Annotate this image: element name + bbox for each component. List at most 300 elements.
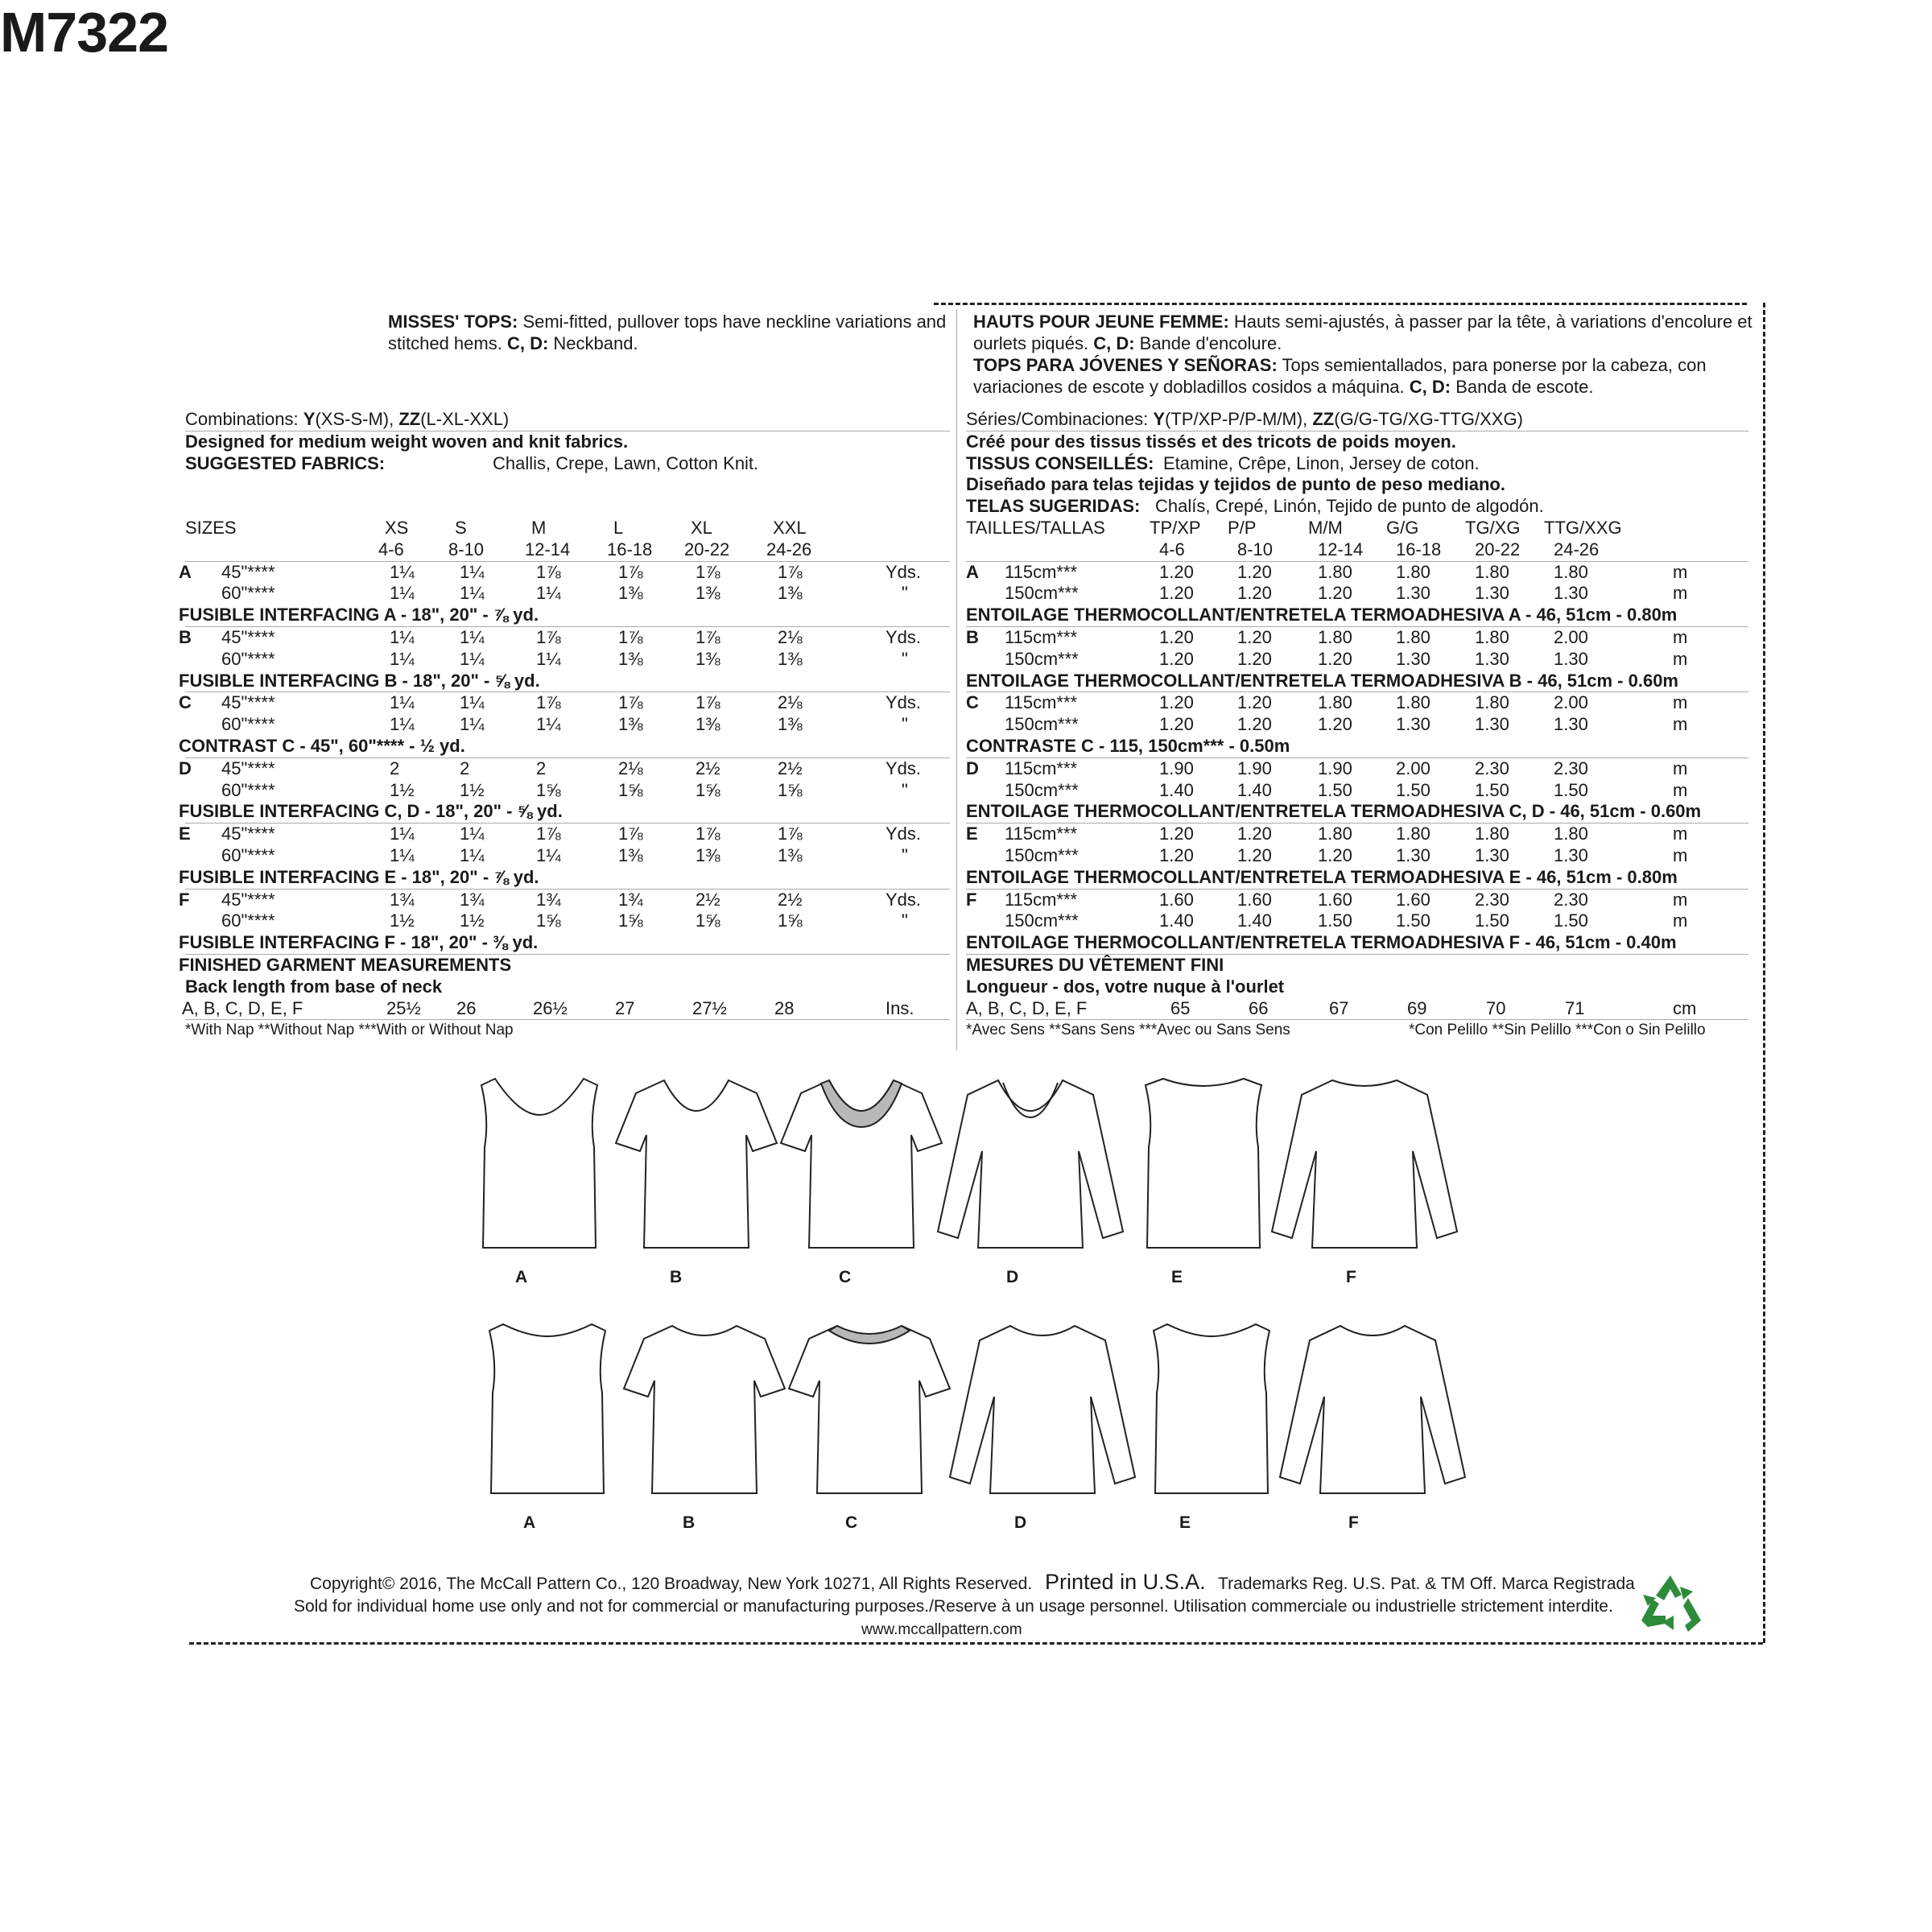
fr-es-yardage-cell: 1.80: [1318, 561, 1352, 582]
fr-es-yardage-cell: 1.30: [1396, 714, 1430, 735]
fr-es-yardage-cell: 1.20: [1237, 583, 1272, 604]
fr-es-yardage-cell: 1.30: [1475, 714, 1509, 735]
table-row: [966, 409, 1748, 431]
en-size-number-3: 16-18: [607, 539, 653, 559]
fr-es-yardage-cell: 1.80: [1396, 626, 1430, 647]
garment-back-B: [608, 1316, 801, 1509]
fr-es-fabric-width: 150cm***: [1005, 779, 1079, 800]
en-yardage-cell: 1⅞: [536, 626, 561, 647]
printed-text: Printed in U.S.A.: [1045, 1570, 1206, 1594]
fr-es-back-length-value: 66: [1249, 997, 1269, 1018]
table-row: [966, 824, 1748, 845]
fr-es-combo-zz: ZZ: [1312, 409, 1335, 429]
fr-es-view-label: F: [966, 889, 977, 910]
fr-es-yardage-cell: 1.40: [1159, 910, 1194, 931]
table-row: [966, 605, 1748, 627]
fr-suggested-text: Etamine, Crêpe, Linon, Jersey de coton.: [1163, 452, 1480, 473]
en-yardage-cell: 2: [460, 758, 470, 778]
en-yardage-cell: 1⅜: [618, 714, 643, 735]
table-row: [185, 518, 950, 539]
en-yardage-cell: 2½: [778, 758, 803, 778]
fr-es-yardage-cell: 1.80: [1475, 626, 1509, 647]
fr-es-yardage-cell: 1.20: [1237, 692, 1272, 713]
en-suggested-label: SUGGESTED FABRICS:: [185, 452, 386, 473]
en-yardage-cell: 2⅛: [778, 692, 803, 713]
en-yardage-cell: 1¼: [460, 844, 485, 865]
en-yardage-cell: 1⅞: [536, 692, 561, 713]
fr-es-view-label: D: [966, 758, 979, 778]
fr-es-yardage-cell: 1.20: [1159, 561, 1194, 582]
en-yardage-cell: 1⅞: [618, 692, 643, 713]
table-row: [179, 561, 950, 584]
en-designed-for: Designed for medium weight woven and knit fabrics.: [185, 431, 629, 452]
en-yardage-cell: 1⅞: [618, 626, 643, 647]
garment-back-C: [773, 1316, 966, 1509]
fr-es-yardage-cell: 1.20: [1237, 648, 1272, 669]
en-back-length-value: 27: [615, 997, 635, 1018]
en-unit: ": [902, 714, 908, 735]
frame-top-dashes: [934, 303, 1747, 305]
table-row: [966, 801, 1748, 824]
fr-es-yardage-cell: 1.50: [1318, 779, 1352, 800]
en-unit: ": [902, 910, 908, 931]
en-size-5: XXL: [773, 517, 807, 538]
fr-es-combo-y-sizes: (TP/XP-P/P-M/M),: [1165, 409, 1313, 429]
table-row: [966, 583, 1748, 605]
fr-es-view-label: C: [966, 692, 979, 713]
table-row: [966, 998, 1748, 1021]
en-yardage-cell: 1⅜: [618, 583, 643, 604]
en-yardage-cell: 1⅞: [696, 824, 720, 844]
table-row: [185, 431, 950, 453]
fr-es-yardage-cell: 1.30: [1554, 714, 1588, 735]
fr-es-interfacing-note: ENTOILAGE THERMOCOLLANT/ENTRETELA TERMOADHESIVA A - 46, 51cm - 0.80m: [966, 605, 1678, 625]
en-unit: ": [902, 844, 908, 865]
en-yardage-cell: 1⅝: [778, 910, 803, 931]
en-interfacing-note: FUSIBLE INTERFACING F - 18", 20" - ⅜ yd.: [179, 932, 539, 953]
front-view-label-E: E: [1171, 1268, 1183, 1286]
table-row: [179, 801, 950, 824]
en-yardage-cell: 1⅜: [778, 648, 803, 669]
fr-es-interfacing-note: ENTOILAGE THERMOCOLLANT/ENTRETELA TERMOADHESIVA C, D - 46, 51cm - 0.60m: [966, 801, 1702, 822]
en-yardage-cell: 1⅜: [696, 583, 720, 604]
fr-es-unit: m: [1673, 692, 1688, 713]
table-row: [185, 409, 950, 431]
fr-es-yardage-cell: 2.30: [1554, 758, 1588, 778]
table-row: [179, 670, 950, 693]
fr-es-size-2: M/M: [1308, 517, 1343, 538]
en-view-label: F: [179, 889, 190, 910]
fr-es-yardage-cell: 1.20: [1237, 714, 1272, 735]
garment-back-D: [946, 1316, 1139, 1509]
table-row: [179, 932, 950, 955]
en-yardage-cell: 1⅝: [536, 910, 561, 931]
en-back-length-value: 27½: [692, 997, 727, 1018]
table-row: [182, 997, 950, 1021]
fr-es-unit: m: [1673, 561, 1688, 582]
en-view-label: D: [179, 758, 192, 778]
table-row: [179, 758, 950, 780]
table-row: [966, 539, 1748, 562]
fr-es-unit: m: [1673, 844, 1688, 865]
en-size-3: L: [613, 517, 624, 538]
fr-es-yardage-table: [966, 409, 1748, 1042]
en-yardage-cell: 2½: [696, 889, 720, 910]
fr-es-interfacing-note: ENTOILAGE THERMOCOLLANT/ENTRETELA TERMOADHESIVA B - 46, 51cm - 0.60m: [966, 670, 1678, 691]
en-interfacing-note: FUSIBLE INTERFACING B - 18", 20" - ⅝ yd.: [179, 670, 540, 691]
en-unit: Yds.: [886, 626, 922, 647]
fr-es-yardage-cell: 1.40: [1159, 779, 1194, 800]
en-yardage-cell: 2: [390, 758, 400, 778]
table-row: [966, 910, 1748, 932]
fr-es-combo-zz-sizes: (G/G-TG/XG-TTG/XXG): [1334, 409, 1523, 429]
fr-es-yardage-cell: 1.40: [1237, 910, 1272, 931]
fr-es-finished-label: MESURES DU VÊTEMENT FINI: [966, 954, 1224, 975]
es-cd-text: Banda de escote.: [1451, 377, 1594, 397]
en-yardage-cell: 1⅞: [696, 561, 720, 582]
en-yardage-cell: 1¼: [460, 648, 485, 669]
en-size-0: XS: [385, 517, 409, 538]
en-fabric-width: 45"****: [221, 692, 275, 713]
table-row: [179, 866, 950, 890]
fr-es-yardage-cell: 1.60: [1159, 889, 1194, 910]
table-row: [185, 976, 950, 998]
table-row: [966, 474, 1748, 496]
fr-es-yardage-cell: 1.50: [1475, 779, 1509, 800]
en-yardage-cell: 1⅝: [536, 779, 561, 800]
en-yardage-cell: 1¾: [536, 889, 561, 910]
en-combo-y-sizes: (XS-S-M),: [315, 409, 399, 429]
en-back-length-views: A, B, C, D, E, F: [182, 997, 303, 1018]
fr-es-yardage-cell: 1.80: [1475, 692, 1509, 713]
fr-es-yardage-cell: 1.40: [1237, 779, 1272, 800]
en-yardage-cell: 2: [536, 758, 547, 778]
en-description: [388, 311, 952, 354]
table-row: [966, 976, 1748, 998]
table-row: [185, 1020, 950, 1042]
table-row: [966, 890, 1748, 911]
fr-es-yardage-cell: 2.30: [1554, 889, 1588, 910]
fr-es-size-number-2: 12-14: [1318, 539, 1364, 559]
fr-es-yardage-cell: 1.20: [1237, 844, 1272, 865]
en-view-label: B: [179, 626, 192, 647]
table-row: [966, 627, 1748, 649]
en-interfacing-note: FUSIBLE INTERFACING A - 18", 20" - ⅞ yd.: [179, 605, 539, 625]
fr-es-yardage-cell: 1.50: [1554, 910, 1588, 931]
en-yardage-cell: 1⅝: [618, 910, 643, 931]
pattern-code: M7322: [0, 1, 169, 64]
fr-es-yardage-cell: 1.30: [1396, 648, 1430, 669]
fr-es-yardage-cell: 1.20: [1159, 714, 1194, 735]
en-view-label: E: [179, 824, 191, 844]
en-yardage-cell: 1⅝: [778, 779, 803, 800]
fr-es-yardage-cell: 1.20: [1237, 626, 1272, 647]
table-row: [179, 824, 950, 845]
fr-es-yardage-cell: 1.60: [1237, 889, 1272, 910]
es-desc-text: Tops semientallados, para ponerse por la cabeza, con variaciones de escote y dobladillos cosidos a máquina.: [973, 355, 1707, 397]
fr-es-yardage-cell: 1.20: [1159, 626, 1194, 647]
table-row: [179, 735, 950, 758]
en-fabric-width: 60"****: [221, 844, 275, 865]
en-unit: Yds.: [886, 824, 922, 844]
fr-es-yardage-cell: 2.30: [1475, 889, 1509, 910]
en-yardage-cell: 2½: [696, 758, 720, 778]
sold-for-text: Sold for individual home use only and not for commercial or manufacturing purposes./Reserve à un usage personnel. Utilisation commerciale ou industrielle strictement interdite.: [294, 1597, 1613, 1616]
en-view-label: A: [179, 561, 192, 582]
en-size-number-1: 8-10: [448, 539, 485, 559]
fr-es-yardage-cell: 1.30: [1475, 583, 1509, 604]
fr-es-yardage-cell: 1.60: [1318, 889, 1352, 910]
en-yardage-cell: 1⅞: [778, 561, 803, 582]
table-row: [966, 758, 1748, 780]
es-nap-note: *Con Pelillo **Sin Pelillo ***Con o Sin Pelillo: [1409, 1022, 1706, 1039]
fr-es-fabric-width: 150cm***: [1005, 910, 1079, 931]
fr-es-yardage-cell: 1.80: [1318, 824, 1352, 844]
es-title: TOPS PARA JÓVENES Y SEÑORAS:: [973, 355, 1278, 375]
en-fabric-width: 60"****: [221, 583, 275, 604]
table-row: [966, 649, 1748, 671]
fr-es-unit: m: [1673, 889, 1688, 910]
en-unit: ": [902, 779, 908, 800]
fr-es-yardage-cell: 1.30: [1475, 648, 1509, 669]
fr-es-sizes-label: TAILLES/TALLAS: [966, 517, 1105, 538]
fr-es-interfacing-note: CONTRASTE C - 115, 150cm*** - 0.50m: [966, 735, 1290, 756]
fr-es-fabric-width: 150cm***: [1005, 714, 1079, 735]
en-yardage-table: [179, 409, 950, 1042]
fr-es-yardage-cell: 1.50: [1318, 910, 1352, 931]
fr-es-yardage-cell: 1.30: [1475, 844, 1509, 865]
fr-es-yardage-cell: 1.20: [1318, 583, 1352, 604]
fr-es-unit: m: [1673, 626, 1688, 647]
website-text: www.mccallpattern.com: [861, 1621, 1022, 1638]
fr-es-yardage-cell: 2.00: [1554, 626, 1588, 647]
en-yardage-cell: 1⅜: [778, 583, 803, 604]
en-yardage-cell: 1½: [390, 779, 415, 800]
fr-es-fabric-width: 115cm***: [1005, 758, 1078, 778]
en-yardage-cell: 1¼: [460, 692, 485, 713]
table-row: [966, 714, 1748, 736]
table-row: [966, 692, 1748, 714]
frame-bottom-dashes: [189, 1642, 1763, 1645]
fr-es-description: [973, 311, 1766, 398]
fr-title: HAUTS POUR JEUNE FEMME:: [973, 312, 1229, 332]
fr-es-size-number-0: 4-6: [1159, 539, 1185, 559]
fr-es-back-length-value: 71: [1565, 997, 1585, 1018]
fr-es-size-3: G/G: [1386, 517, 1419, 538]
fr-es-yardage-cell: 2.00: [1396, 758, 1430, 778]
front-view-label-D: D: [1006, 1268, 1019, 1286]
es-suggested-text: Chalís, Crepé, Linón, Tejido de punto de algodón.: [1155, 496, 1544, 517]
en-yardage-cell: 1¼: [390, 692, 415, 713]
fr-es-back-length-unit: cm: [1673, 997, 1697, 1018]
fr-es-yardage-cell: 1.90: [1159, 758, 1194, 778]
fr-es-yardage-cell: 1.90: [1237, 758, 1272, 778]
fr-es-yardage-cell: 1.80: [1475, 824, 1509, 844]
en-nap-note: *With Nap **Without Nap ***With or Without Nap: [185, 1022, 514, 1039]
en-yardage-cell: 1¼: [536, 844, 561, 865]
en-back-length-unit: Ins.: [886, 997, 914, 1018]
en-yardage-cell: 1⅝: [696, 779, 720, 800]
back-view-label-D: D: [1014, 1513, 1027, 1532]
fr-es-yardage-cell: 1.30: [1554, 648, 1588, 669]
front-view-label-C: C: [839, 1268, 852, 1286]
en-back-length-label: Back length from base of neck: [185, 976, 443, 997]
fr-nap-note: *Avec Sens **Sans Sens ***Avec ou Sans Sens: [966, 1022, 1290, 1039]
fr-es-back-length-views: A, B, C, D, E, F: [966, 997, 1088, 1018]
table-row: [179, 692, 950, 714]
en-yardage-cell: 1¼: [390, 714, 415, 735]
fr-es-yardage-cell: 1.20: [1237, 561, 1272, 582]
fr-es-yardage-cell: 1.80: [1318, 626, 1352, 647]
fr-es-yardage-cell: 1.20: [1159, 583, 1194, 604]
fr-es-back-length-value: 69: [1407, 997, 1427, 1018]
en-yardage-cell: 1¼: [460, 714, 485, 735]
recycle-icon: [1638, 1574, 1703, 1635]
es-cd-label: C, D:: [1409, 377, 1451, 397]
en-combo-zz: ZZ: [398, 409, 421, 429]
fr-es-unit: m: [1673, 648, 1688, 669]
fr-es-yardage-cell: 1.50: [1475, 910, 1509, 931]
fr-es-yardage-cell: 1.20: [1159, 844, 1194, 865]
en-yardage-cell: 1⅞: [618, 824, 643, 844]
fr-es-yardage-cell: 1.20: [1159, 692, 1194, 713]
back-view-label-E: E: [1179, 1513, 1191, 1532]
en-fabric-width: 60"****: [221, 648, 275, 669]
table-row: [966, 518, 1748, 539]
en-size-number-2: 12-14: [525, 539, 571, 559]
fr-es-yardage-cell: 2.00: [1554, 692, 1588, 713]
table-row: [179, 954, 950, 976]
en-yardage-cell: 1⅜: [696, 714, 720, 735]
en-yardage-cell: 1⅝: [618, 779, 643, 800]
front-view-label-A: A: [515, 1268, 528, 1286]
table-row: [185, 845, 950, 867]
fr-cd-label: C, D:: [1093, 333, 1135, 353]
en-fabric-width: 45"****: [221, 889, 275, 910]
garment-front-B: [600, 1071, 793, 1264]
en-yardage-cell: 1⅜: [618, 648, 643, 669]
fr-es-unit: m: [1673, 779, 1688, 800]
es-suggested-label: TELAS SUGERIDAS:: [966, 496, 1141, 517]
en-yardage-cell: 1¼: [390, 626, 415, 647]
en-interfacing-note: CONTRAST C - 45", 60"**** - ½ yd.: [179, 735, 465, 756]
fr-es-yardage-cell: 1.80: [1475, 561, 1509, 582]
en-title: MISSES' TOPS:: [388, 312, 518, 332]
en-fabric-width: 45"****: [221, 561, 275, 582]
fr-es-yardage-cell: 1.30: [1396, 844, 1430, 865]
en-yardage-cell: 1¾: [390, 889, 415, 910]
en-size-2: M: [531, 517, 547, 538]
en-yardage-cell: 1¼: [390, 844, 415, 865]
fr-es-yardage-cell: 1.80: [1396, 692, 1430, 713]
en-back-length-value: 28: [774, 997, 795, 1018]
en-sizes-label: SIZES: [185, 517, 237, 538]
en-back-length-value: 26½: [533, 997, 568, 1018]
back-view-label-F: F: [1348, 1513, 1359, 1532]
en-yardage-cell: 1⅜: [696, 844, 720, 865]
table-row: [966, 562, 1748, 584]
table-row: [966, 1020, 1748, 1042]
en-yardage-cell: 2½: [778, 889, 803, 910]
fr-es-unit: m: [1673, 583, 1688, 604]
en-yardage-cell: 1⅜: [696, 648, 720, 669]
fr-es-size-1: P/P: [1228, 517, 1257, 538]
en-yardage-cell: 1¼: [460, 583, 485, 604]
en-size-number-0: 4-6: [378, 539, 404, 559]
en-yardage-cell: 1⅞: [778, 824, 803, 844]
en-yardage-cell: 1¼: [536, 583, 561, 604]
en-fabric-width: 60"****: [221, 779, 275, 800]
fr-es-fabric-width: 115cm***: [1005, 692, 1078, 713]
table-row: [185, 714, 950, 736]
fr-es-size-number-5: 24-26: [1554, 539, 1600, 559]
es-designed: Diseñado para telas tejidas y tejidos de punto de peso mediano.: [966, 474, 1505, 495]
fr-es-unit: m: [1673, 824, 1688, 844]
fr-es-view-label: A: [966, 561, 979, 582]
fr-es-yardage-cell: 1.80: [1396, 824, 1430, 844]
front-view-label-B: B: [670, 1268, 683, 1286]
en-yardage-cell: 1⅞: [696, 692, 720, 713]
en-yardage-cell: 1⅜: [778, 714, 803, 735]
fr-es-yardage-cell: 1.50: [1396, 910, 1430, 931]
fr-es-yardage-cell: 1.20: [1237, 824, 1272, 844]
table-row: [185, 780, 950, 802]
fr-es-fabric-width: 150cm***: [1005, 583, 1079, 604]
column-separator: [956, 309, 957, 1050]
en-yardage-cell: 1⅜: [618, 844, 643, 865]
en-interfacing-note: FUSIBLE INTERFACING C, D - 18", 20" - ⅝ yd.: [179, 801, 563, 822]
copyright-text: Copyright© 2016, The McCall Pattern Co., 120 Broadway, New York 10271, All Rights Reserved.: [310, 1575, 1033, 1593]
fr-es-size-number-1: 8-10: [1237, 539, 1274, 559]
en-yardage-cell: 1¼: [390, 583, 415, 604]
fr-es-unit: m: [1673, 910, 1688, 931]
en-size-4: XL: [691, 517, 712, 538]
en-fabric-width: 45"****: [221, 758, 275, 778]
table-row: [179, 605, 950, 627]
fr-es-view-label: B: [966, 626, 979, 647]
en-yardage-cell: 1¼: [460, 824, 485, 844]
en-yardage-cell: 1¼: [460, 626, 485, 647]
table-row: [185, 583, 950, 605]
fr-es-yardage-cell: 1.20: [1159, 824, 1194, 844]
en-back-length-value: 25½: [386, 997, 421, 1018]
en-yardage-cell: 2⅛: [778, 626, 803, 647]
table-row: [185, 453, 950, 475]
en-unit: ": [902, 648, 908, 669]
table-row: [966, 845, 1748, 867]
en-yardage-cell: 1¾: [460, 889, 485, 910]
table-row: [185, 649, 950, 671]
fr-es-interfacing-note: ENTOILAGE THERMOCOLLANT/ENTRETELA TERMOADHESIVA F - 46, 51cm - 0.40m: [966, 932, 1677, 953]
fr-es-yardage-cell: 1.20: [1318, 844, 1352, 865]
fr-cd-text: Bande d'encolure.: [1134, 333, 1282, 353]
fr-es-view-label: E: [966, 824, 978, 844]
fr-es-fabric-width: 150cm***: [1005, 648, 1079, 669]
fr-es-yardage-cell: 1.50: [1554, 779, 1588, 800]
en-unit: Yds.: [886, 561, 922, 582]
fr-es-interfacing-note: ENTOILAGE THERMOCOLLANT/ENTRETELA TERMOADHESIVA E - 46, 51cm - 0.80m: [966, 866, 1678, 887]
table-row: [179, 889, 950, 911]
fr-es-back-length-value: 65: [1170, 997, 1191, 1018]
fr-es-yardage-cell: 1.20: [1159, 648, 1194, 669]
garment-front-D: [934, 1071, 1127, 1264]
en-fabric-width: 60"****: [221, 910, 275, 931]
table-row: [185, 539, 950, 562]
en-yardage-cell: 1⅞: [696, 626, 720, 647]
fr-es-yardage-cell: 2.30: [1475, 758, 1509, 778]
fr-es-yardage-cell: 1.60: [1396, 889, 1430, 910]
fr-es-yardage-cell: 1.50: [1396, 779, 1430, 800]
